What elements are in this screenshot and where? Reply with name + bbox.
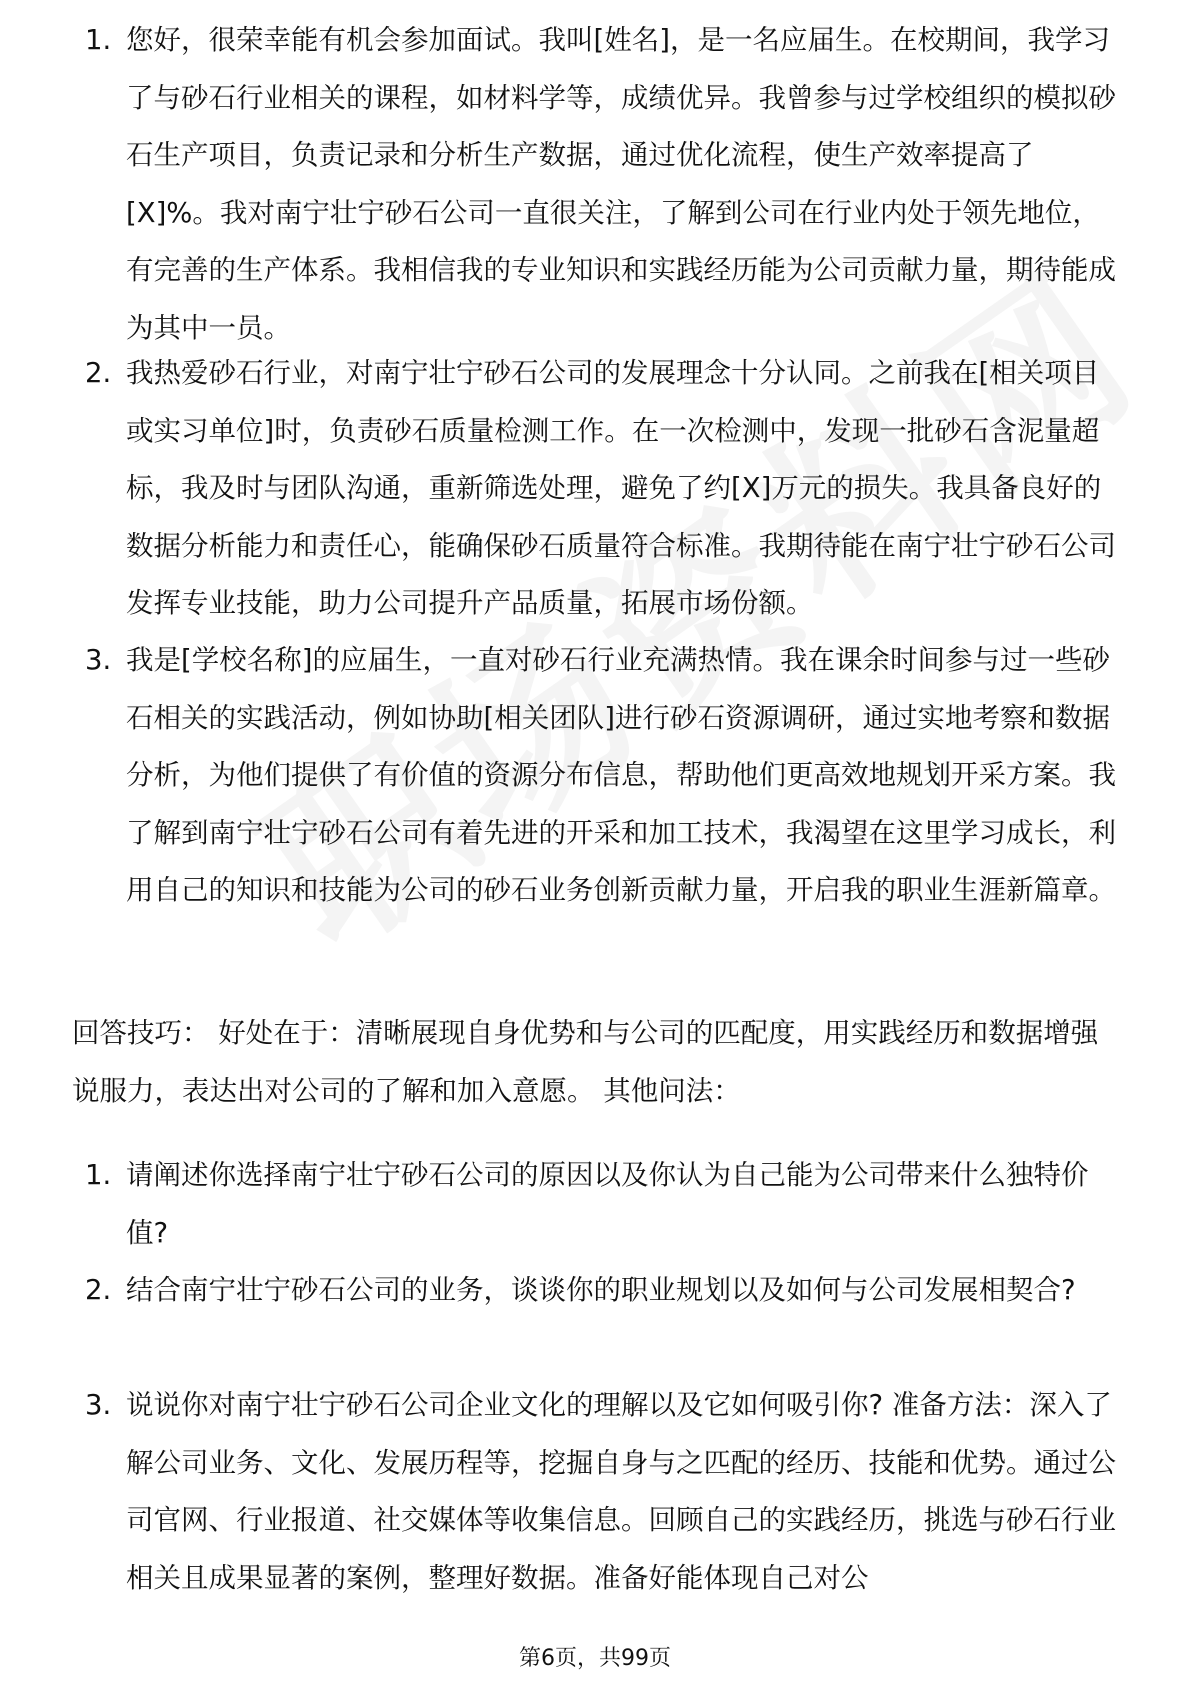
list-item-text: 我热爱砂石行业，对南宁壮宁砂石公司的发展理念十分认同。之前我在[相关项目或实习单位]时，负责砂石质量检测工作。在一次检测中，发现一批砂石含泥量超标，我及时与团队沟通，重新筛选处理，避免了约[X]万元的损失。我具备良好的数据分析能力和责任心，能确保砂石质量符合标准。我期待能在南宁壮宁砂石公司发挥专业技能，助力公司提升产品质量，拓展市场份额。	[126, 357, 1116, 619]
list-item-text: 您好，很荣幸能有机会参加面试。我叫[姓名]，是一名应届生。在校期间，我学习了与砂石行业相关的课程，如材料学等，成绩优异。我曾参与过学校组织的模拟砂石生产项目，负责记录和分析生产数据，通过优化流程，使生产效率提高了[X]%。我对南宁壮宁砂石公司一直很关注，了解到公司在行业内处于领先地位，有完善的生产体系。我相信我的专业知识和实践经历能为公司贡献力量，期待能成为其中一员。	[126, 24, 1116, 344]
list-item-text: 说说你对南宁壮宁砂石公司企业文化的理解以及它如何吸引你? 准备方法：深入了解公司业务、文化、发展历程等，挖掘自身与之匹配的经历、技能和优势。通过公司官网、行业报道、社交媒体等收集信息。回顾自己的实践经历，挑选与砂石行业相关且成果显著的案例，整理好数据。准备好能体现自己对公	[126, 1389, 1116, 1594]
list-item-text: 请阐述你选择南宁壮宁砂石公司的原因以及你认为自己能为公司带来什么独特价值?	[126, 1159, 1089, 1249]
list-item-number: 1.	[85, 1159, 112, 1191]
list-item-number: 2.	[85, 357, 112, 389]
list-item-text: 我是[学校名称]的应届生，一直对砂石行业充满热情。我在课余时间参与过一些砂石相关的实践活动，例如协助[相关团队]进行砂石资源调研，通过实地考察和数据分析，为他们提供了有价值的资源分布信息，帮助他们更高效地规划开采方案。我了解到南宁壮宁砂石公司有着先进的开采和加工技术，我渴望在这里学习成长，利用自己的知识和技能为公司的砂石业务创新贡献力量，开启我的职业生涯新篇章。	[126, 644, 1116, 906]
list-item	[0, 1262, 1116, 1377]
list-item-number: 3.	[85, 644, 112, 676]
list-item-number: 1.	[85, 24, 112, 56]
answer-list	[0, 20, 1116, 919]
list-item-text: 结合南宁壮宁砂石公司的业务，谈谈你的职业规划以及如何与公司发展相契合?	[126, 1274, 1076, 1306]
answer-tips-paragraph: 回答技巧： 好处在于：清晰展现自身优势和与公司的匹配度，用实践经历和数据增强说服力，表达出对公司的了解和加入意愿。 其他问法：	[72, 1017, 1099, 1107]
alternative-questions-list	[0, 1147, 1116, 1646]
list-item	[0, 632, 1116, 919]
list-item	[0, 345, 1116, 632]
page-number-footer: 第6页，共99页	[519, 1646, 671, 1671]
list-item	[0, 1147, 1116, 1262]
list-item-number: 3.	[85, 1389, 112, 1421]
list-item	[0, 12, 1116, 345]
list-item	[0, 1377, 1116, 1646]
list-item-number: 2.	[85, 1274, 112, 1306]
